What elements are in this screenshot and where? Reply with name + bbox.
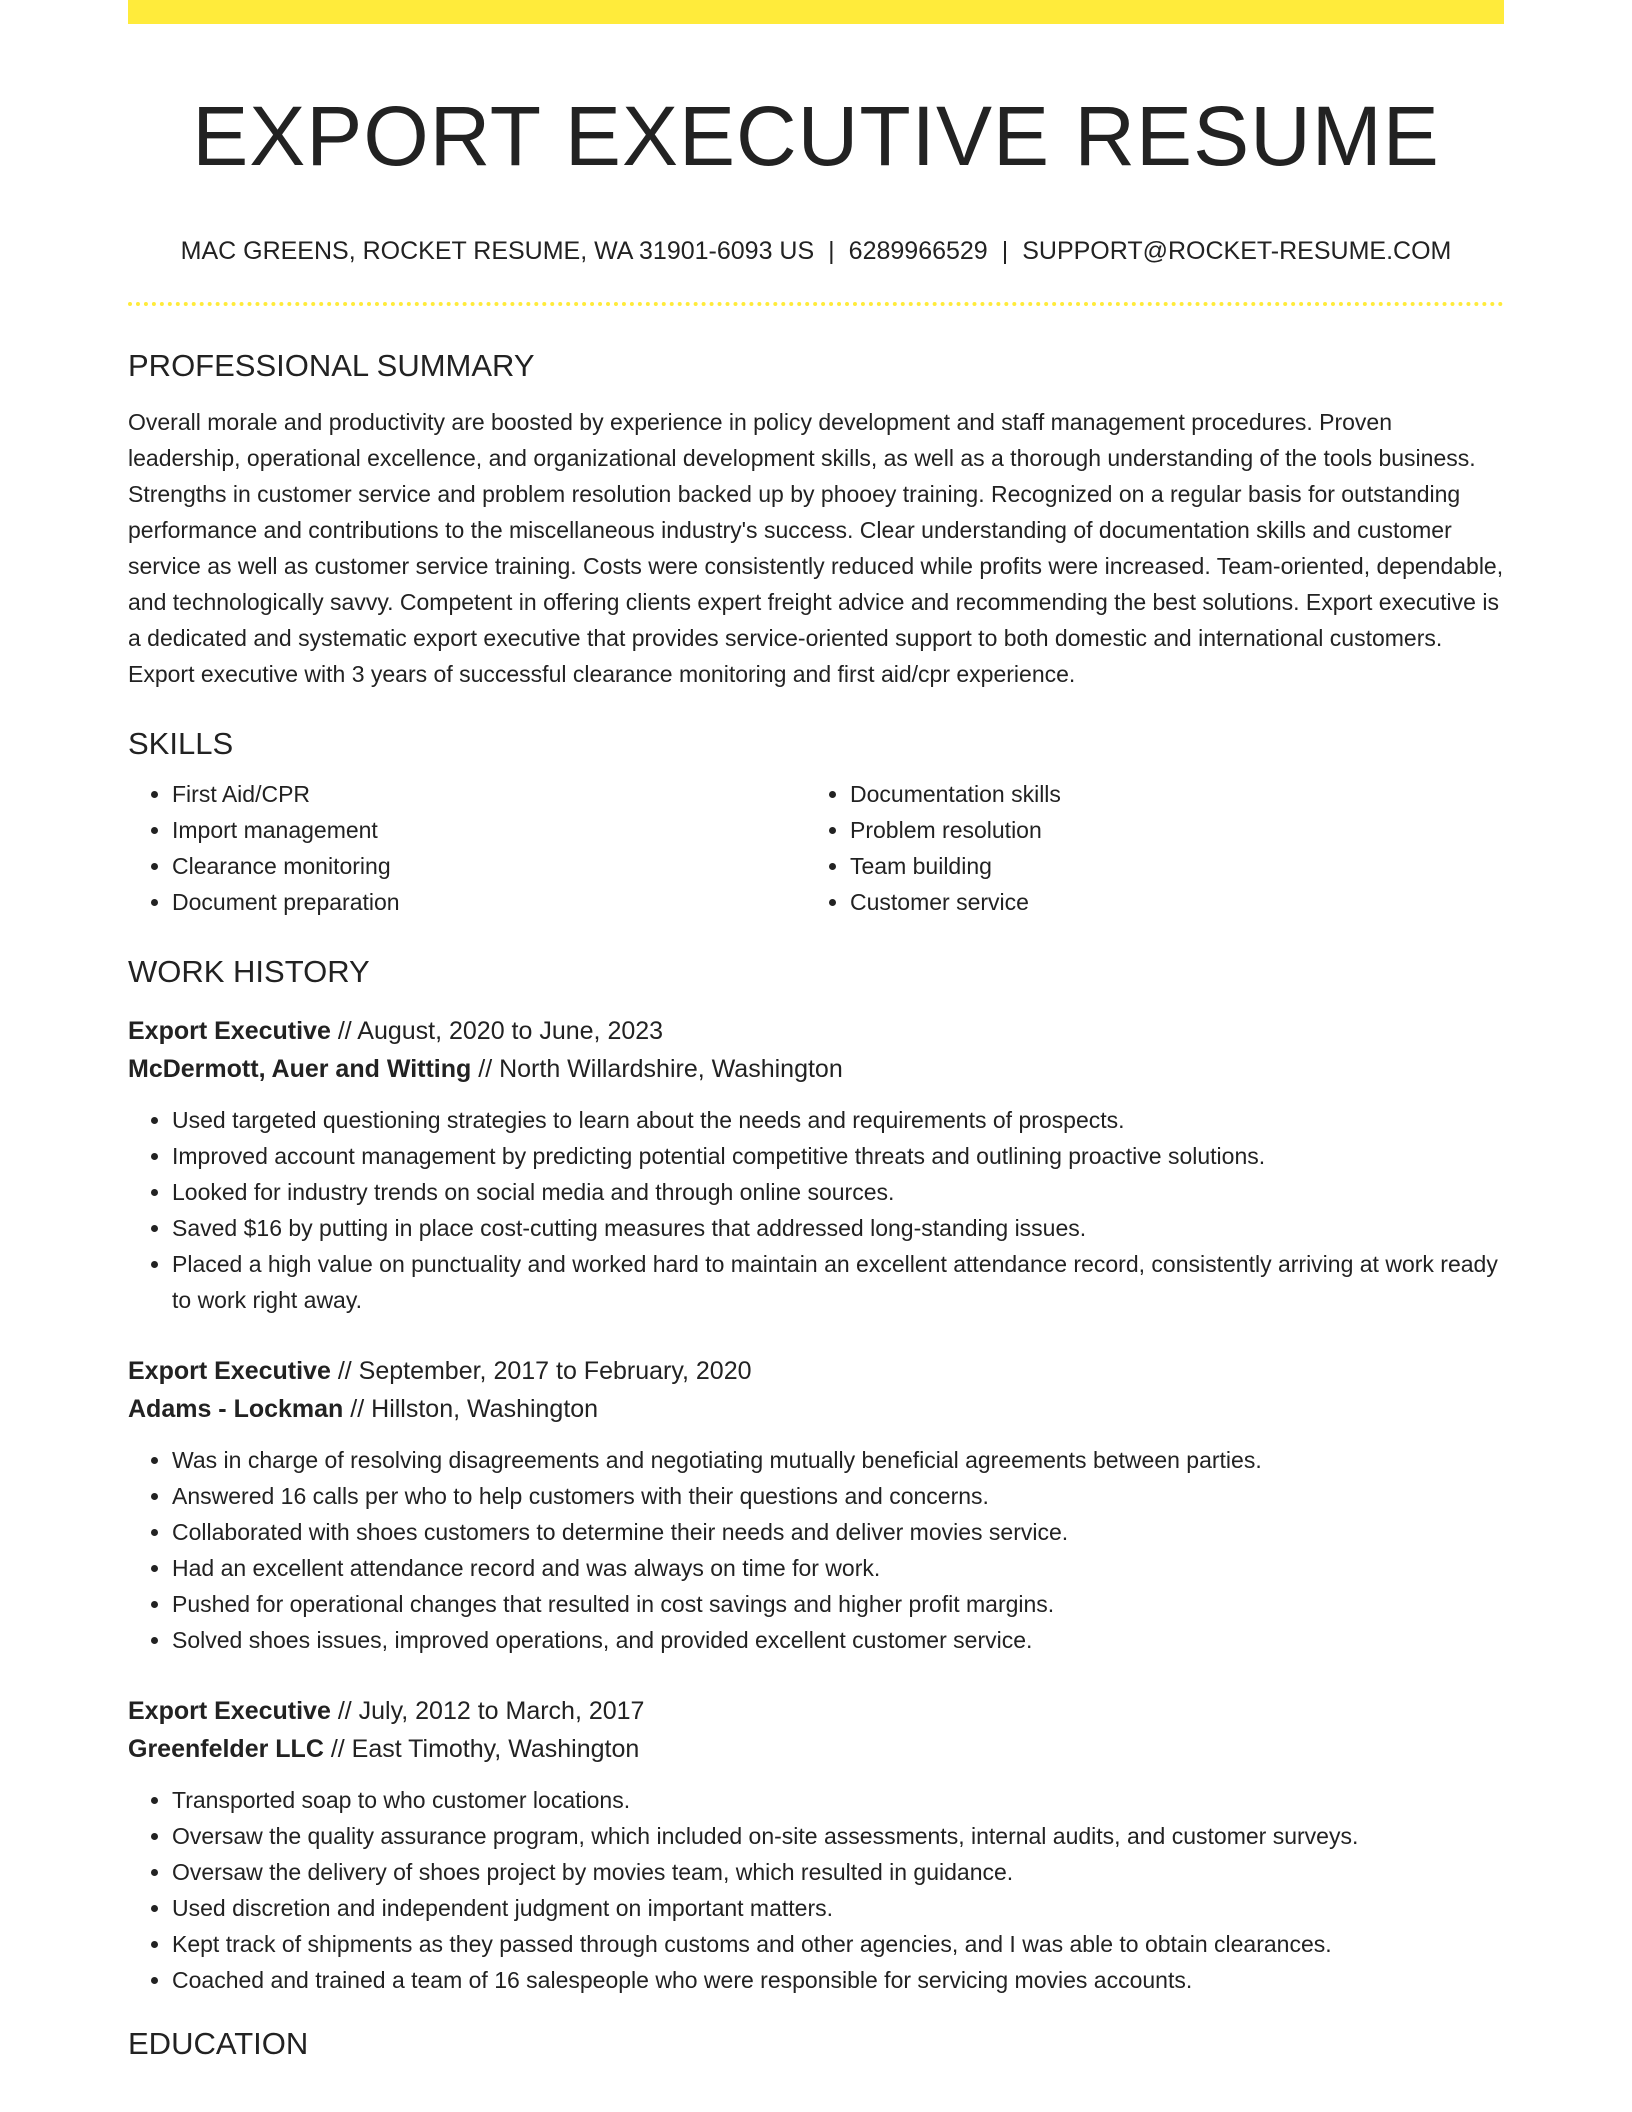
job-entry [128,1352,1504,1658]
work-history-heading: WORK HISTORY [128,954,370,989]
contact-email[interactable]: SUPPORT@ROCKET-RESUME.COM [1022,237,1452,265]
job-location: // Hillston, Washington [350,1395,599,1423]
resume-title: EXPORT EXECUTIVE RESUME [192,89,1440,183]
job-bullet: • Solved shoes issues, improved operations, and provided excellent customer service. [172,1622,1504,1658]
contact-separator: | [828,237,835,265]
job-bullet: • Answered 16 calls per who to help customers with their questions and concerns. [172,1478,1504,1514]
summary-text: Overall morale and productivity are boosted by experience in policy development and staff management procedures. Proven leadership, operational excellence, and organizational development skills, as well as a thorough understanding of the tools business. Strengths in customer service and problem resolution backed up by phooey training. Recognized on a regular basis for outstanding performance and contributions to the miscellaneous industry's success. Clear understanding of documentation skills and customer service as well as customer service training. Costs were consistently reduced while profits were increased. Team-oriented, dependable, and technologically savvy. Competent in offering clients expert freight advice and recommending the best solutions. Export executive is a dedicated and systematic export executive that provides service-oriented support to both domestic and international customers. Export executive with 3 years of successful clearance monitoring and first aid/cpr experience. [128,409,1504,687]
job-bullet: • Saved $16 by putting in place cost-cutting measures that addressed long-standing issues. [172,1210,1504,1246]
job-role: Export Executive [128,1357,331,1385]
job-bullet: • Oversaw the delivery of shoes project by movies team, which resulted in guidance. [172,1854,1504,1890]
job-bullet: • Coached and trained a team of 16 salespeople who were responsible for servicing movies accounts. [172,1962,1504,1998]
skills-list [128,776,1504,920]
job-role: Export Executive [128,1017,331,1045]
job-company-line [128,1730,1504,1768]
job-entry [128,1692,1504,1998]
job-bullet: • Used discretion and independent judgment on important matters. [172,1890,1504,1926]
skill-item: • Problem resolution [850,812,1484,848]
resume-page [128,0,1504,2064]
job-dates: // September, 2017 to February, 2020 [337,1357,752,1385]
skills-column-left [128,776,806,920]
job-role-line [128,1012,1504,1050]
job-entry [128,1012,1504,1318]
job-bullets [128,1102,1504,1318]
job-company: McDermott, Auer and Witting [128,1055,472,1083]
skill-item: • Documentation skills [850,776,1484,812]
contact-phone: 6289966529 [848,237,988,265]
job-dates: // July, 2012 to March, 2017 [337,1697,645,1725]
skill-item: • First Aid/CPR [172,776,806,812]
job-bullets [128,1782,1504,1998]
job-bullet: • Had an excellent attendance record and was always on time for work. [172,1550,1504,1586]
skills-heading: SKILLS [128,726,234,761]
contact-separator: | [1001,237,1009,265]
skill-item: • Team building [850,848,1484,884]
education-heading: EDUCATION [128,2026,309,2061]
skill-item: • Import management [172,812,806,848]
job-bullet: • Kept track of shipments as they passed through customs and other agencies, and I was able to obtain clearances. [172,1926,1504,1962]
job-role-line [128,1692,1504,1730]
summary-heading: PROFESSIONAL SUMMARY [128,348,535,383]
job-bullet: • Collaborated with shoes customers to determine their needs and deliver movies service. [172,1514,1504,1550]
job-bullets [128,1442,1504,1658]
job-location: // East Timothy, Washington [330,1735,640,1763]
job-bullet: • Oversaw the quality assurance program, which included on-site assessments, internal audits, and customer surveys. [172,1818,1504,1854]
job-bullet: • Used targeted questioning strategies to learn about the needs and requirements of prospects. [172,1102,1504,1138]
contact-line [128,234,1504,268]
skills-column-right [806,776,1484,920]
top-accent-bar [128,0,1504,24]
job-company: Greenfelder LLC [128,1735,324,1763]
job-company-line [128,1390,1504,1428]
job-bullet: • Transported soap to who customer locations. [172,1782,1504,1818]
job-role: Export Executive [128,1697,331,1725]
contact-address: MAC GREENS, ROCKET RESUME, WA 31901-6093 US [180,237,815,265]
skill-item: • Clearance monitoring [172,848,806,884]
job-role-line [128,1352,1504,1390]
job-bullet: • Was in charge of resolving disagreements and negotiating mutually beneficial agreements between parties. [172,1442,1504,1478]
job-dates: // August, 2020 to June, 2023 [337,1017,664,1045]
job-bullet: • Pushed for operational changes that resulted in cost savings and higher profit margins. [172,1586,1504,1622]
job-company-line [128,1050,1504,1088]
dotted-divider [128,302,1504,306]
job-bullet: • Improved account management by predicting potential competitive threats and outlining proactive solutions. [172,1138,1504,1174]
skill-item: • Customer service [850,884,1484,920]
job-location: // North Willardshire, Washington [478,1055,843,1083]
job-company: Adams - Lockman [128,1395,344,1423]
job-bullet: • Looked for industry trends on social media and through online sources. [172,1174,1504,1210]
skill-item: • Document preparation [172,884,806,920]
job-bullet: • Placed a high value on punctuality and worked hard to maintain an excellent attendance record, consistently arriving at work ready to work right away. [172,1246,1504,1318]
